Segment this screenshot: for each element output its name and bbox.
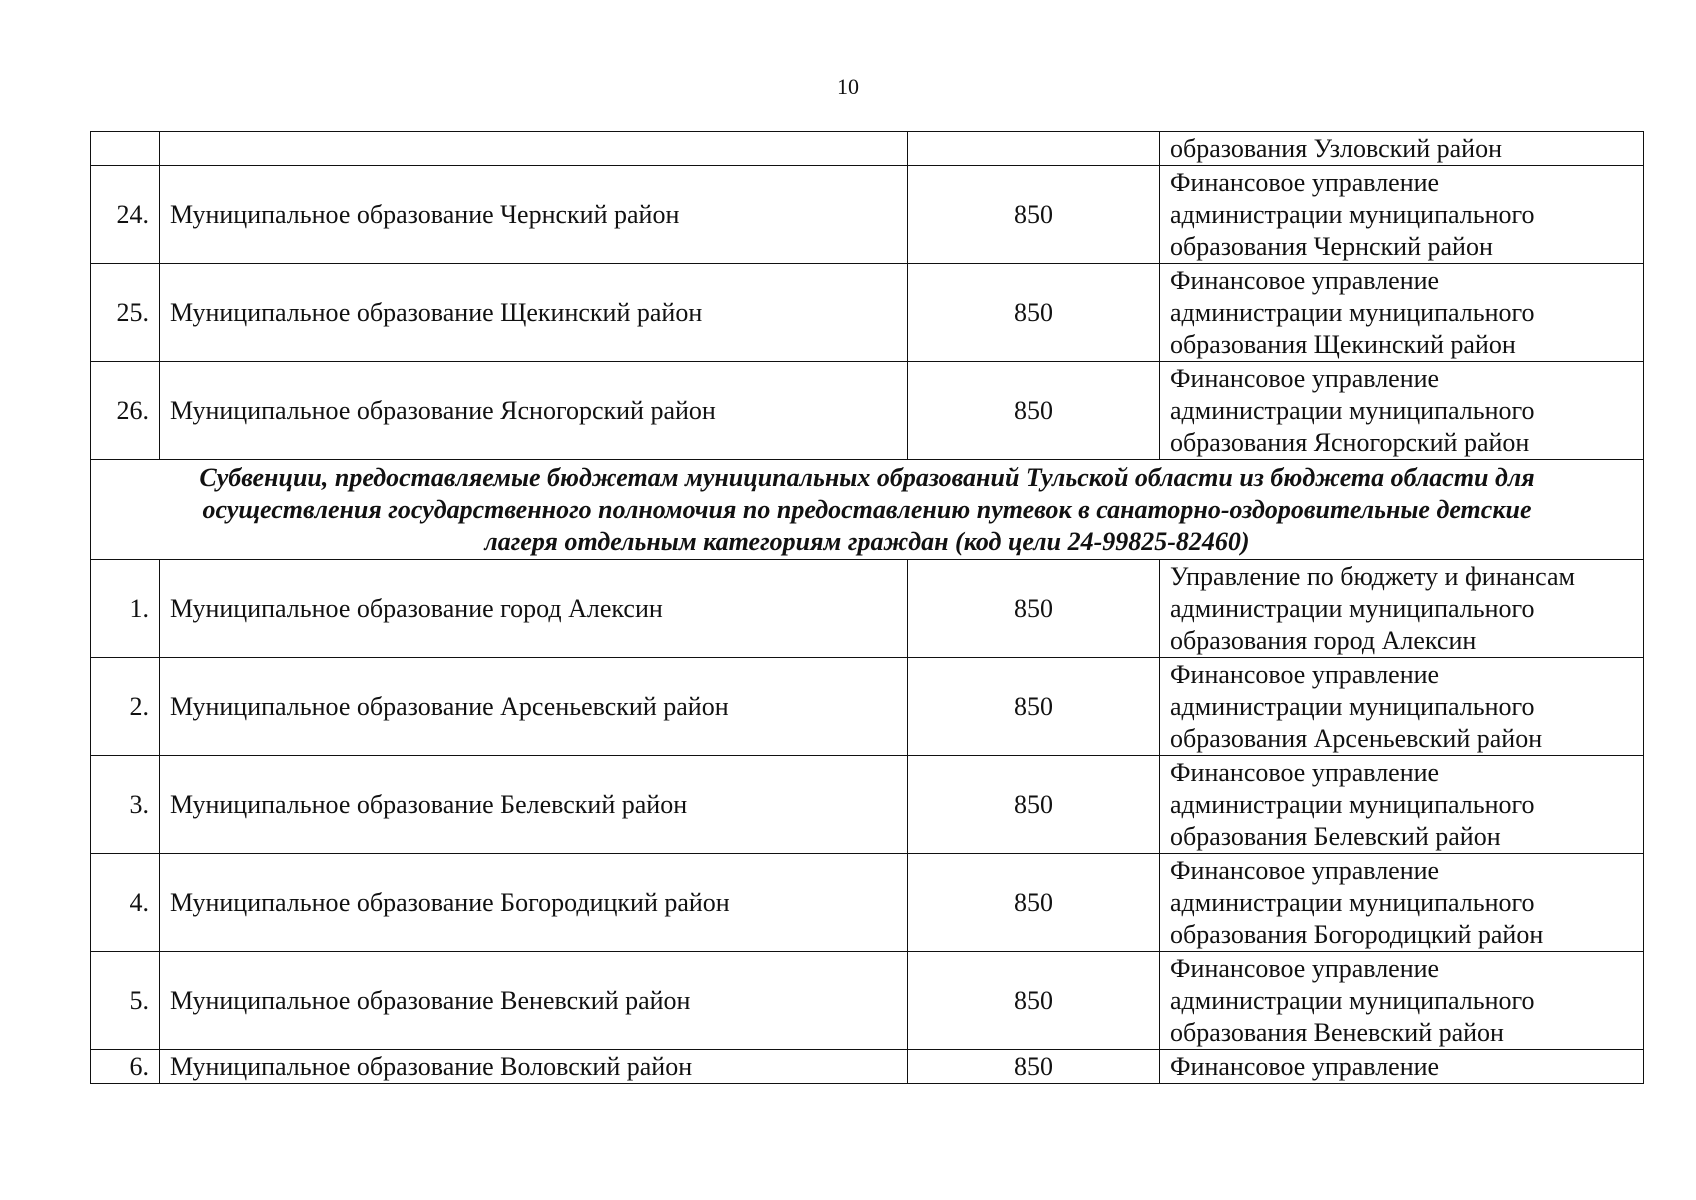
- page-number: 10: [837, 74, 859, 99]
- administrator-name: [1160, 756, 1644, 854]
- municipality-name: Муниципальное образование Белевский район: [160, 756, 908, 854]
- section-heading-line: Субвенции, предоставляемые бюджетам муниципальных образований Тульской области из бюджета области для: [199, 462, 1535, 492]
- administrator-line: администрации муниципального: [1170, 199, 1535, 229]
- administrator-name: образования Узловский район: [1160, 132, 1644, 166]
- budget-code: 850: [908, 560, 1160, 658]
- section-header-row: [91, 460, 1644, 560]
- row-number: 4.: [91, 854, 160, 952]
- budget-code: 850: [908, 756, 1160, 854]
- administrator-line: образования Веневский район: [1170, 1017, 1504, 1047]
- administrator-line: Финансовое управление: [1170, 855, 1440, 885]
- administrator-line: Финансовое управление: [1170, 265, 1440, 295]
- budget-code: [908, 132, 1160, 166]
- budget-code: 850: [908, 1050, 1160, 1084]
- budget-code: 850: [908, 166, 1160, 264]
- administrator-line: Финансовое управление: [1170, 757, 1440, 787]
- budget-code: 850: [908, 952, 1160, 1050]
- administrator-line: администрации муниципального: [1170, 887, 1535, 917]
- administrator-name: [1160, 658, 1644, 756]
- administrator-line: образования Богородицкий район: [1170, 919, 1544, 949]
- administrator-line: Финансовое управление: [1170, 363, 1440, 393]
- administrator-name: [1160, 952, 1644, 1050]
- municipality-name: [160, 132, 908, 166]
- administrator-line: образования Арсеньевский район: [1170, 723, 1543, 753]
- table-row: [91, 166, 1644, 264]
- administrator-name: Финансовое управление: [1160, 1050, 1644, 1084]
- municipality-name: Муниципальное образование Веневский район: [160, 952, 908, 1050]
- administrator-line: образования город Алексин: [1170, 625, 1477, 655]
- subsidy-table: [90, 131, 1644, 1084]
- table-row: [91, 658, 1644, 756]
- administrator-line: Финансовое управление: [1170, 167, 1440, 197]
- administrator-line: образования Чернский район: [1170, 231, 1493, 261]
- municipality-name: Муниципальное образование Воловский район: [160, 1050, 908, 1084]
- row-number: 5.: [91, 952, 160, 1050]
- administrator-line: администрации муниципального: [1170, 985, 1535, 1015]
- table-row: [91, 560, 1644, 658]
- administrator-name: [1160, 362, 1644, 460]
- table-row: [91, 854, 1644, 952]
- municipality-name: Муниципальное образование Щекинский район: [160, 264, 908, 362]
- table-row: [91, 952, 1644, 1050]
- section-heading: [91, 460, 1644, 560]
- row-number: 3.: [91, 756, 160, 854]
- table-row: [91, 1050, 1644, 1084]
- administrator-line: администрации муниципального: [1170, 395, 1535, 425]
- administrator-line: образования Ясногорский район: [1170, 427, 1530, 457]
- administrator-line: Управление по бюджету и финансам: [1170, 561, 1575, 591]
- row-number: 24.: [91, 166, 160, 264]
- municipality-name: Муниципальное образование Арсеньевский район: [160, 658, 908, 756]
- municipality-name: Муниципальное образование Чернский район: [160, 166, 908, 264]
- administrator-name: [1160, 264, 1644, 362]
- administrator-line: Финансовое управление: [1170, 659, 1440, 689]
- administrator-line: образования Белевский район: [1170, 821, 1501, 851]
- municipality-name: Муниципальное образование Ясногорский район: [160, 362, 908, 460]
- administrator-line: администрации муниципального: [1170, 593, 1535, 623]
- row-number: [91, 132, 160, 166]
- row-number: 26.: [91, 362, 160, 460]
- budget-code: 850: [908, 362, 1160, 460]
- municipality-name: Муниципальное образование Богородицкий район: [160, 854, 908, 952]
- administrator-line: администрации муниципального: [1170, 297, 1535, 327]
- administrator-name: [1160, 166, 1644, 264]
- administrator-line: администрации муниципального: [1170, 789, 1535, 819]
- administrator-line: образования Щекинский район: [1170, 329, 1516, 359]
- administrator-name: [1160, 560, 1644, 658]
- table-row: [91, 264, 1644, 362]
- section-heading-line: лагеря отдельным категориям граждан (код цели 24-99825-82460): [484, 526, 1250, 556]
- row-number: 6.: [91, 1050, 160, 1084]
- table-row: [91, 362, 1644, 460]
- table-row: [91, 756, 1644, 854]
- administrator-name: [1160, 854, 1644, 952]
- budget-code: 850: [908, 854, 1160, 952]
- section-heading-line: осуществления государственного полномочия по предоставлению путевок в санаторно-оздоровительные детские: [202, 494, 1532, 524]
- budget-code: 850: [908, 264, 1160, 362]
- row-number: 2.: [91, 658, 160, 756]
- administrator-line: администрации муниципального: [1170, 691, 1535, 721]
- municipality-name: Муниципальное образование город Алексин: [160, 560, 908, 658]
- row-number: 25.: [91, 264, 160, 362]
- budget-code: 850: [908, 658, 1160, 756]
- row-number: 1.: [91, 560, 160, 658]
- administrator-line: Финансовое управление: [1170, 953, 1440, 983]
- table-row: [91, 132, 1644, 166]
